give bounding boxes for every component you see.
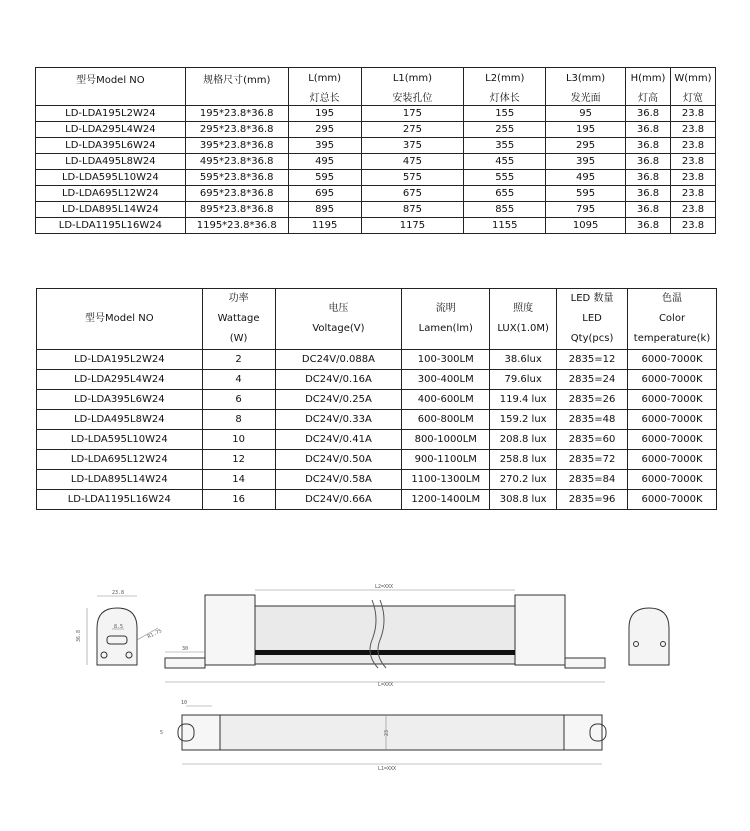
- table-row: [36, 218, 716, 234]
- perf-header-line: Voltage(V): [312, 323, 365, 334]
- table-cell: LD-LDA295L4W24: [36, 122, 186, 138]
- table-cell: 195*23.8*36.8: [185, 106, 288, 122]
- table-cell: 23.8: [670, 170, 715, 186]
- table-cell: 1100-1300LM: [402, 470, 490, 490]
- table-cell: 6000-7000K: [628, 390, 717, 410]
- table-cell: 6000-7000K: [628, 410, 717, 430]
- table-cell: LD-LDA695L12W24: [37, 450, 203, 470]
- table-row: [37, 490, 717, 510]
- perf-header-line: 型号Model NO: [85, 313, 154, 324]
- spec-subheader: 灯总长: [288, 88, 361, 106]
- table-row: [37, 450, 717, 470]
- table-cell: 155: [464, 106, 546, 122]
- table-cell: 1195: [288, 218, 361, 234]
- table-cell: LD-LDA595L10W24: [37, 430, 203, 450]
- table-cell: 595*23.8*36.8: [185, 170, 288, 186]
- table-cell: 2835=48: [557, 410, 628, 430]
- spec-header: L1(mm): [361, 68, 464, 89]
- table-row: [37, 470, 717, 490]
- perf-header-line: Lamen(lm): [418, 323, 473, 334]
- perf-header: [37, 289, 203, 350]
- table-cell: 36.8: [626, 122, 671, 138]
- table-cell: DC24V/0.25A: [275, 390, 402, 410]
- spec-subheader: 灯高: [626, 88, 671, 106]
- table-cell: 23.8: [670, 202, 715, 218]
- table-cell: DC24V/0.66A: [275, 490, 402, 510]
- table-cell: 4: [202, 370, 275, 390]
- spec-header: H(mm): [626, 68, 671, 89]
- table-cell: 295: [288, 122, 361, 138]
- perf-header-line: 照度: [513, 303, 534, 314]
- table-cell: 395: [546, 154, 626, 170]
- table-cell: 300-400LM: [402, 370, 490, 390]
- table-cell: 375: [361, 138, 464, 154]
- table-cell: 795: [546, 202, 626, 218]
- table-cell: LD-LDA595L10W24: [36, 170, 186, 186]
- table-row: [36, 186, 716, 202]
- spec-header: L(mm): [288, 68, 361, 89]
- table-cell: DC24V/0.41A: [275, 430, 402, 450]
- table-cell: 2: [202, 350, 275, 370]
- table-cell: 1175: [361, 218, 464, 234]
- perf-header-line: LED 数量: [570, 293, 614, 304]
- table-cell: 195: [288, 106, 361, 122]
- table-cell: 595: [546, 186, 626, 202]
- perf-header: [490, 289, 557, 350]
- spec-table: [35, 67, 716, 234]
- table-row: [36, 106, 716, 122]
- table-row: [37, 430, 717, 450]
- table-cell: 23.8: [670, 154, 715, 170]
- table-cell: LD-LDA495L8W24: [36, 154, 186, 170]
- technical-drawing: [0, 560, 750, 790]
- table-cell: 295: [546, 138, 626, 154]
- table-cell: LD-LDA295L4W24: [37, 370, 203, 390]
- perf-header-line: Color: [658, 313, 686, 324]
- table-cell: 100-300LM: [402, 350, 490, 370]
- perf-header: [275, 289, 402, 350]
- table-cell: 16: [202, 490, 275, 510]
- perf-header: [202, 289, 275, 350]
- table-cell: 855: [464, 202, 546, 218]
- table-cell: 495*23.8*36.8: [185, 154, 288, 170]
- table-cell: 695*23.8*36.8: [185, 186, 288, 202]
- dim-height: 36.8: [76, 629, 82, 642]
- perf-header-line: LED: [582, 313, 602, 324]
- spec-subheader: [36, 88, 186, 106]
- dim-l1: L1=XXX: [378, 766, 397, 772]
- performance-table: [36, 288, 717, 510]
- table-cell: DC24V/0.50A: [275, 450, 402, 470]
- table-cell: 23.8: [670, 106, 715, 122]
- table-cell: 36.8: [626, 138, 671, 154]
- table-cell: 38.6lux: [490, 350, 557, 370]
- dim-side: 5: [160, 730, 164, 736]
- dim-radius: R1.75: [146, 628, 163, 641]
- table-cell: 495: [546, 170, 626, 186]
- table-cell: 23.8: [670, 138, 715, 154]
- table-cell: 395: [288, 138, 361, 154]
- top-view: [178, 706, 606, 764]
- table-cell: LD-LDA1195L16W24: [36, 218, 186, 234]
- table-cell: 95: [546, 106, 626, 122]
- table-cell: 2835=84: [557, 470, 628, 490]
- dim-l: L=XXX: [378, 682, 394, 688]
- dim-end: 30: [182, 646, 189, 652]
- table-cell: 6000-7000K: [628, 450, 717, 470]
- table-cell: 270.2 lux: [490, 470, 557, 490]
- table-cell: 2835=24: [557, 370, 628, 390]
- dim-slot: 8.5: [114, 624, 124, 630]
- table-cell: 295*23.8*36.8: [185, 122, 288, 138]
- table-cell: DC24V/0.16A: [275, 370, 402, 390]
- table-row: [37, 410, 717, 430]
- end-view: [629, 608, 669, 665]
- table-cell: 895*23.8*36.8: [185, 202, 288, 218]
- table-cell: 12: [202, 450, 275, 470]
- perf-header-line: (W): [229, 333, 248, 344]
- table-cell: 875: [361, 202, 464, 218]
- table-cell: 36.8: [626, 186, 671, 202]
- table-cell: 2835=72: [557, 450, 628, 470]
- spec-subheader: 发光面: [546, 88, 626, 106]
- table-cell: 275: [361, 122, 464, 138]
- table-row: [36, 122, 716, 138]
- table-cell: LD-LDA195L2W24: [36, 106, 186, 122]
- table-cell: 6000-7000K: [628, 370, 717, 390]
- table-cell: 159.2 lux: [490, 410, 557, 430]
- table-cell: LD-LDA895L14W24: [37, 470, 203, 490]
- table-cell: LD-LDA195L2W24: [37, 350, 203, 370]
- spec-subheader: 灯体长: [464, 88, 546, 106]
- table-row: [36, 138, 716, 154]
- perf-header: [402, 289, 490, 350]
- spec-subheader: 安装孔位: [361, 88, 464, 106]
- table-row: [37, 390, 717, 410]
- dim-width: 23.8: [112, 590, 125, 596]
- dim-top-end: 10: [181, 700, 188, 706]
- table-cell: 495: [288, 154, 361, 170]
- table-cell: 6000-7000K: [628, 430, 717, 450]
- front-view: [165, 590, 605, 682]
- table-cell: 400-600LM: [402, 390, 490, 410]
- table-cell: 23.8: [670, 218, 715, 234]
- table-cell: 900-1100LM: [402, 450, 490, 470]
- table-cell: 395*23.8*36.8: [185, 138, 288, 154]
- perf-header: [628, 289, 717, 350]
- perf-header-line: LUX(1.0M): [497, 323, 549, 334]
- perf-header-line: temperature(k): [633, 333, 711, 344]
- table-cell: DC24V/0.58A: [275, 470, 402, 490]
- dim-l2: L2=XXX: [375, 584, 394, 590]
- table-cell: 23.8: [670, 122, 715, 138]
- table-cell: 600-800LM: [402, 410, 490, 430]
- table-cell: 6: [202, 390, 275, 410]
- table-cell: LD-LDA395L6W24: [36, 138, 186, 154]
- table-cell: 2835=12: [557, 350, 628, 370]
- table-cell: 10: [202, 430, 275, 450]
- perf-header-line: 功率: [228, 293, 249, 304]
- perf-header-line: 流明: [435, 303, 456, 314]
- table-cell: 23.8: [670, 186, 715, 202]
- table-cell: 6000-7000K: [628, 350, 717, 370]
- table-cell: 258.8 lux: [490, 450, 557, 470]
- table-cell: LD-LDA695L12W24: [36, 186, 186, 202]
- table-cell: 255: [464, 122, 546, 138]
- perf-header-line: Wattage: [217, 313, 260, 324]
- perf-header-line: 电压: [328, 303, 349, 314]
- table-row: [36, 202, 716, 218]
- table-cell: 575: [361, 170, 464, 186]
- spec-header: L3(mm): [546, 68, 626, 89]
- table-cell: 455: [464, 154, 546, 170]
- table-cell: 36.8: [626, 202, 671, 218]
- table-cell: 355: [464, 138, 546, 154]
- table-cell: 800-1000LM: [402, 430, 490, 450]
- table-row: [37, 370, 717, 390]
- table-cell: LD-LDA495L8W24: [37, 410, 203, 430]
- table-cell: 308.8 lux: [490, 490, 557, 510]
- table-cell: 555: [464, 170, 546, 186]
- table-cell: 675: [361, 186, 464, 202]
- spec-header: 规格尺寸(mm): [185, 68, 288, 89]
- table-cell: DC24V/0.088A: [275, 350, 402, 370]
- table-cell: 475: [361, 154, 464, 170]
- table-cell: 119.4 lux: [490, 390, 557, 410]
- spec-subheader: [185, 88, 288, 106]
- table-cell: 1200-1400LM: [402, 490, 490, 510]
- table-cell: LD-LDA395L6W24: [37, 390, 203, 410]
- table-cell: 36.8: [626, 106, 671, 122]
- perf-header-line: Qty(pcs): [570, 333, 614, 344]
- perf-header: [557, 289, 628, 350]
- table-cell: DC24V/0.33A: [275, 410, 402, 430]
- table-cell: 895: [288, 202, 361, 218]
- table-cell: 8: [202, 410, 275, 430]
- table-row: [36, 154, 716, 170]
- table-cell: 36.8: [626, 170, 671, 186]
- table-cell: 6000-7000K: [628, 490, 717, 510]
- side-profile: [87, 596, 158, 665]
- table-cell: 208.8 lux: [490, 430, 557, 450]
- table-cell: 36.8: [626, 154, 671, 170]
- table-cell: 195: [546, 122, 626, 138]
- table-cell: 2835=26: [557, 390, 628, 410]
- table-cell: 1195*23.8*36.8: [185, 218, 288, 234]
- table-cell: 6000-7000K: [628, 470, 717, 490]
- dim-mid: 23: [384, 729, 390, 736]
- table-cell: LD-LDA895L14W24: [36, 202, 186, 218]
- spec-header: 型号Model NO: [36, 68, 186, 89]
- table-cell: 1095: [546, 218, 626, 234]
- table-row: [36, 170, 716, 186]
- table-cell: 2835=60: [557, 430, 628, 450]
- perf-header-line: 色温: [662, 293, 682, 304]
- spec-subheader: 灯宽: [670, 88, 715, 106]
- table-cell: 1155: [464, 218, 546, 234]
- table-cell: 79.6lux: [490, 370, 557, 390]
- table-cell: LD-LDA1195L16W24: [37, 490, 203, 510]
- table-row: [37, 350, 717, 370]
- table-cell: 14: [202, 470, 275, 490]
- table-cell: 655: [464, 186, 546, 202]
- table-cell: 695: [288, 186, 361, 202]
- spec-header: W(mm): [670, 68, 715, 89]
- table-cell: 2835=96: [557, 490, 628, 510]
- table-cell: 175: [361, 106, 464, 122]
- table-cell: 36.8: [626, 218, 671, 234]
- table-cell: 595: [288, 170, 361, 186]
- spec-header: L2(mm): [464, 68, 546, 89]
